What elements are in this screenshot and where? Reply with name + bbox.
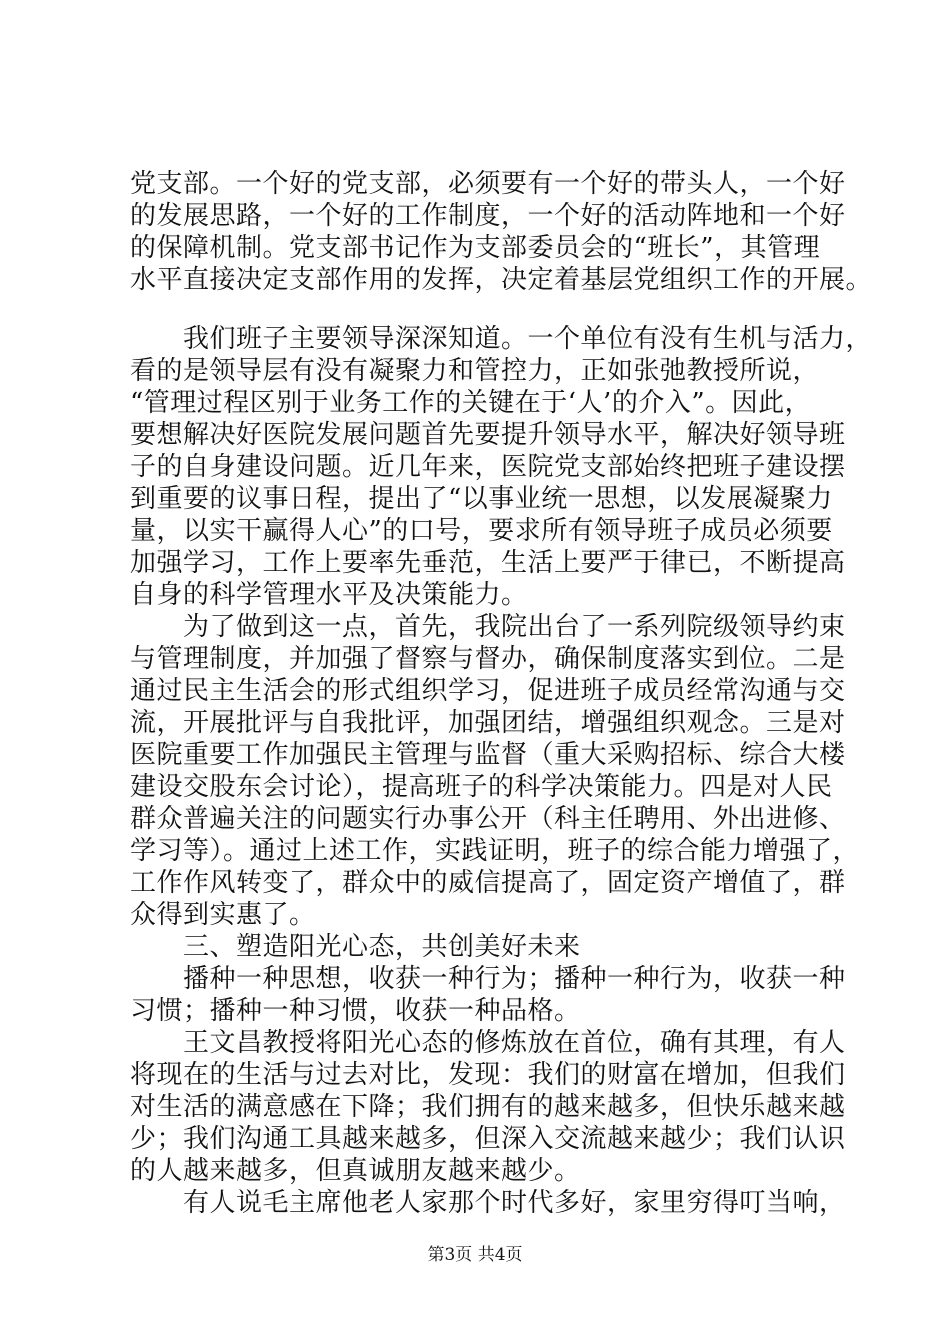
text-line: “管理过程区别于业务工作的关键在于‘人’的介入”。因此， <box>130 388 812 418</box>
text-line: 党支部。一个好的党支部，必须要有一个好的带头人，一个好 <box>130 169 846 199</box>
text-line: 流，开展批评与自我批评，加强团结，增强组织观念。三是对 <box>130 708 846 738</box>
text-line: 水平直接决定支部作用的发挥，决定着基层党组织工作的开展。 <box>130 265 873 295</box>
text-line: 为了做到这一点，首先，我院出台了一系列院级领导约束 <box>130 612 846 642</box>
text-line: 通过民主生活会的形式组织学习，促进班子成员经常沟通与交 <box>130 676 846 706</box>
text-line: 的人越来越多，但真诚朋友越来越少。 <box>130 1156 581 1186</box>
text-line: 与管理制度，并加强了督察与督办，确保制度落实到位。二是 <box>130 644 846 674</box>
text-line: 我们班子主要领导深深知道。一个单位有没有生机与活力， <box>130 324 873 354</box>
document-body <box>130 168 873 1219</box>
text-line: 量，以实干赢得人心”的口号，要求所有领导班子成员必须要 <box>130 516 833 546</box>
text-line: 王文昌教授将阳光心态的修炼放在首位，确有其理，有人 <box>130 1028 846 1058</box>
text-line: 学习等）。通过上述工作，实践证明，班子的综合能力增强了， <box>130 836 860 866</box>
text-line: 群众普遍关注的问题实行办事公开（科主任聘用、外出进修、 <box>130 804 846 834</box>
text-line: 对生活的满意感在下降；我们拥有的越来越多，但快乐越来越 <box>130 1092 846 1122</box>
text-line: 医院重要工作加强民主管理与监督（重大采购招标、综合大楼 <box>130 740 846 770</box>
text-line: 众得到实惠了。 <box>130 900 316 930</box>
text-line: 播种一种思想，收获一种行为；播种一种行为，收获一种 <box>130 964 846 994</box>
text-line: 加强学习，工作上要率先垂范，生活上要严于律已，不断提高 <box>130 548 846 578</box>
page-number-footer: 第3页 共4页 <box>427 1245 523 1265</box>
text-line: 看的是领导层有没有凝聚力和管控力，正如张弛教授所说， <box>130 356 820 386</box>
text-line: 到重要的议事日程，提出了“以事业统一思想，以发展凝聚力 <box>130 484 833 514</box>
text-line: 习惯；播种一种习惯，收获一种品格。 <box>130 996 581 1026</box>
text-line: 的发展思路，一个好的工作制度，一个好的活动阵地和一个好 <box>130 201 846 231</box>
text-line: 的保障机制。党支部书记作为支部委员会的“班长”，其管理 <box>130 233 821 263</box>
text-line: 子的自身建设问题。近几年来，医院党支部始终把班子建设摆 <box>130 452 846 482</box>
text-line: 少；我们沟通工具越来越多，但深入交流越来越少；我们认识 <box>130 1124 846 1154</box>
text-line: 建设交股东会讨论），提高班子的科学决策能力。四是对人民 <box>130 772 833 802</box>
text-line: 有人说毛主席他老人家那个时代多好，家里穷得叮当响， <box>130 1188 846 1218</box>
text-line: 要想解决好医院发展问题首先要提升领导水平，解决好领导班 <box>130 420 846 450</box>
section-heading: 三、塑造阳光心态，共创美好未来 <box>130 932 581 962</box>
text-line: 工作作风转变了，群众中的威信提高了，固定资产增值了，群 <box>130 868 846 898</box>
text-line: 将现在的生活与过去对比，发现：我们的财富在增加，但我们 <box>130 1060 846 1090</box>
paragraph-gap <box>130 296 850 323</box>
text-line: 自身的科学管理水平及决策能力。 <box>130 580 528 610</box>
